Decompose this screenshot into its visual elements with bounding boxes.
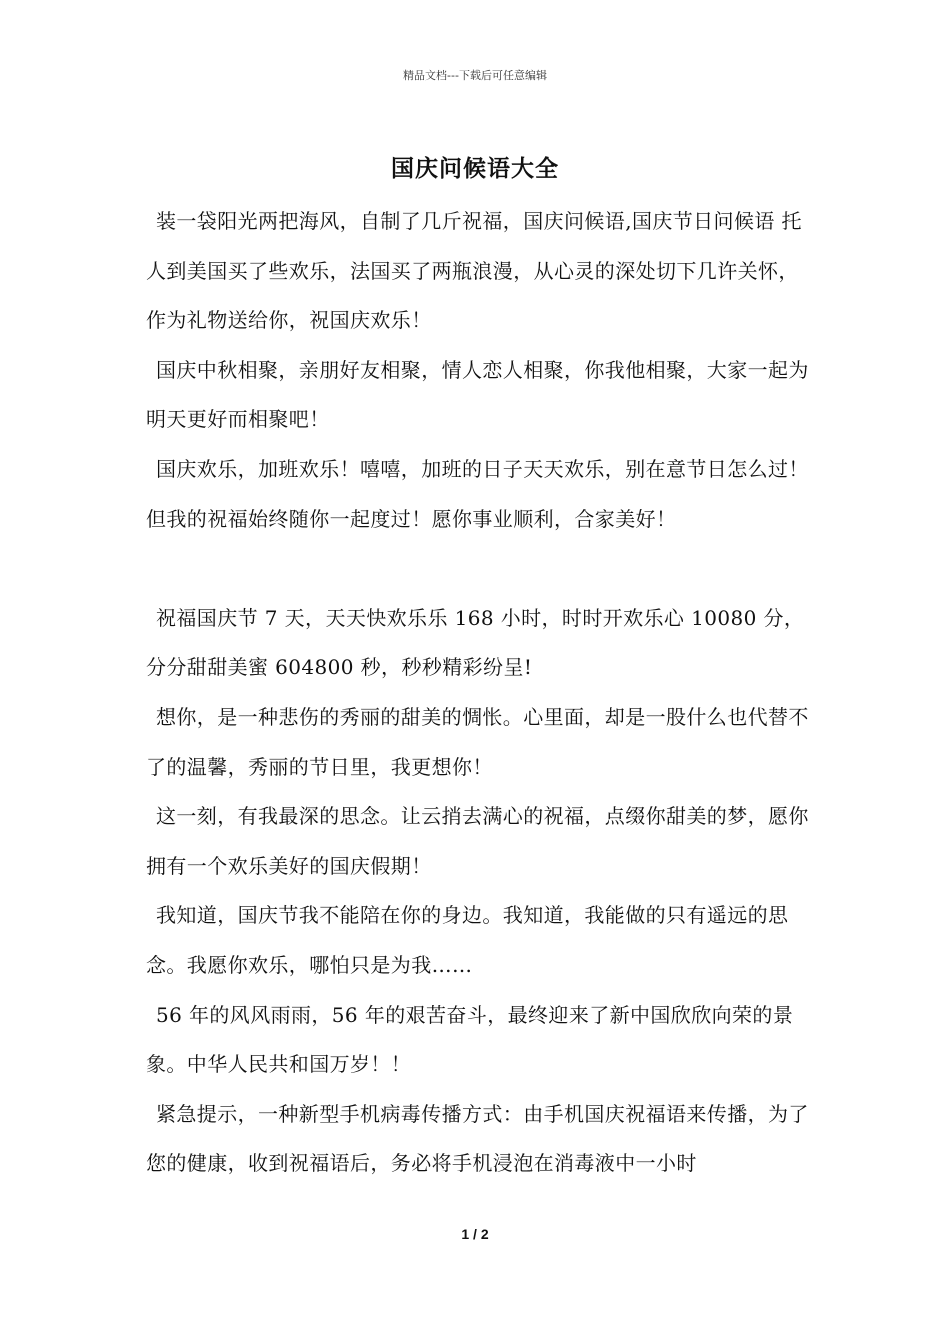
paragraph: 祝福国庆节 7 天，天天快欢乐乐 168 小时，时时开欢乐心 10080 分，分分甜甜美蜜 604800 秒，秒秒精彩纷呈! (146, 605, 805, 680)
blank-line (146, 544, 812, 594)
paragraph: 这一刻，有我最深的思念。让云捎去满心的祝福，点缀你甜美的梦，愿你拥有一个欢乐美好的国庆假期！ (146, 804, 809, 878)
document-body (146, 197, 812, 1189)
paragraph: 国庆中秋相聚，亲朋好友相聚，情人恋人相聚，你我他相聚，大家一起为明天更好而相聚吧！ (146, 357, 809, 432)
page-header: 精品文档---下载后可任意编辑 (403, 69, 547, 82)
document-title: 国庆问候语大全 (391, 155, 559, 182)
paragraph: 国庆欢乐，加班欢乐！嘻嘻，加班的日子天天欢乐，别在意节日怎么过！但我的祝福始终随你一起度过！愿你事业顺利，合家美好！ (146, 456, 809, 531)
paragraph: 紧急提示，一种新型手机病毒传播方式：由手机国庆祝福语来传播，为了您的健康，收到祝福语后，务必将手机浸泡在消毒液中一小时 (146, 1101, 809, 1176)
page-number: 1 / 2 (461, 1226, 489, 1242)
paragraph: 我知道，国庆节我不能陪在你的身边。我知道，我能做的只有遥远的思念。我愿你欢乐，哪怕只是为我…… (146, 903, 789, 977)
paragraph: 想你，是一种悲伤的秀丽的甜美的惆怅。心里面，却是一股什么也代替不了的温馨，秀丽的节日里，我更想你！ (146, 704, 809, 779)
paragraph: 装一袋阳光两把海风，自制了几斤祝福，国庆问候语,国庆节日问候语 托人到美国买了些欢乐，法国买了两瓶浪漫，从心灵的深处切下几许关怀，作为礼物送给你，祝国庆欢乐！ (146, 209, 802, 333)
paragraph: 56 年的风风雨雨，56 年的艰苦奋斗，最终迎来了新中国欣欣向荣的景象。中华人民共和国万岁！！ (146, 1002, 794, 1077)
